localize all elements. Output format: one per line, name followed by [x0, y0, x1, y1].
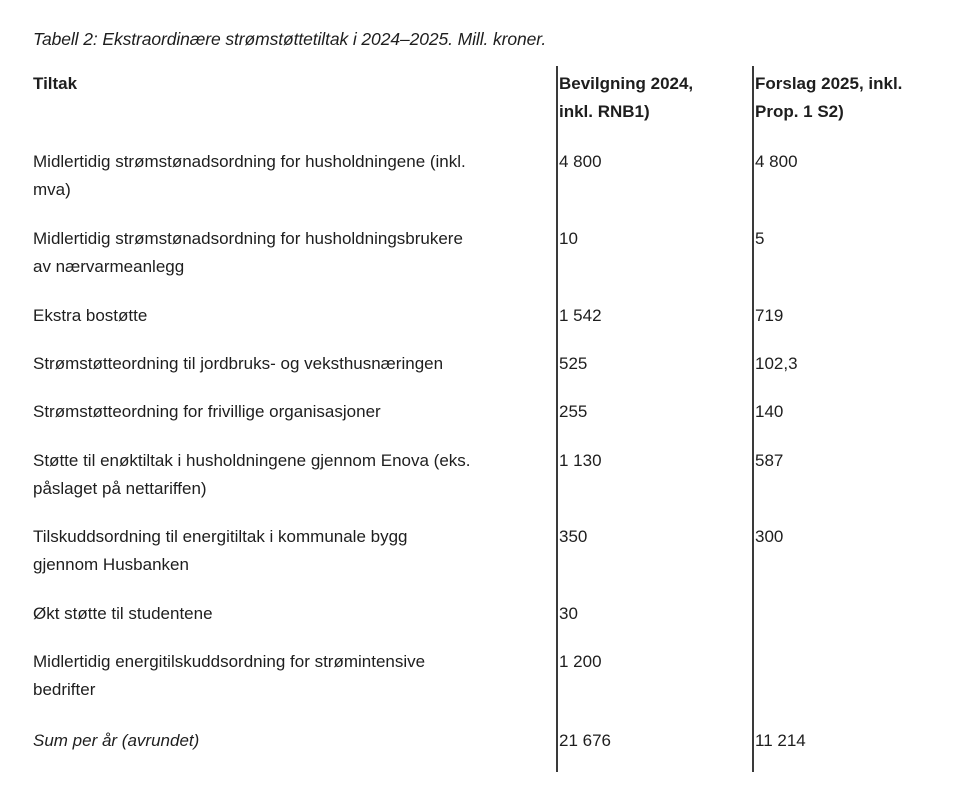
table-row-label — [33, 648, 555, 704]
table-row-label — [33, 225, 555, 281]
sum-2024: 21 676 — [559, 731, 611, 750]
table-caption: Tabell 2: Ekstraordinære strømstøttetiltak i 2024–2025. Mill. kroner. — [33, 29, 547, 49]
table-cell-2025: 5 — [755, 229, 765, 248]
table-cell-2024: 10 — [559, 229, 578, 248]
header-bevilgning-2024 — [559, 70, 747, 126]
table-cell-2024: 255 — [559, 402, 588, 421]
table-cell-2025: 300 — [755, 527, 784, 546]
label-line: påslaget på nettariffen) — [33, 479, 207, 498]
table-cell-2024: 350 — [559, 527, 588, 546]
column-divider — [752, 66, 754, 772]
label-line: gjennom Husbanken — [33, 555, 189, 574]
label-line: av nærvarmeanlegg — [33, 257, 185, 276]
header-line: Prop. 1 S2) — [755, 102, 844, 121]
label-line: Strømstøtteordning for frivillige organisasjoner — [33, 402, 381, 421]
label-line: Midlertidig energitilskuddsordning for strømintensive — [33, 652, 426, 671]
header-tiltak: Tiltak — [33, 74, 78, 93]
sum-2025: 11 214 — [755, 731, 806, 750]
table-cell-2024: 525 — [559, 354, 588, 373]
table-row-label — [33, 148, 555, 204]
header-line: Forslag 2025, inkl. — [755, 74, 903, 93]
table-row-label — [33, 350, 555, 378]
table-cell-2024: 1 542 — [559, 306, 602, 325]
table-cell-2025: 102,3 — [755, 354, 798, 373]
label-line: Midlertidig strømstønadsordning for husholdningene (inkl. — [33, 152, 466, 171]
table-row-label — [33, 600, 555, 628]
table-row-label — [33, 302, 555, 330]
table-cell-2024: 4 800 — [559, 152, 602, 171]
table-cell-2025: 587 — [755, 451, 784, 470]
column-divider — [556, 66, 558, 772]
table-cell-2025: 140 — [755, 402, 784, 421]
label-line: mva) — [33, 180, 71, 199]
label-line: bedrifter — [33, 680, 96, 699]
table-cell-2025: 4 800 — [755, 152, 798, 171]
table-row-label — [33, 398, 555, 426]
label-line: Tilskuddsordning til energitiltak i kommunale bygg — [33, 527, 408, 546]
label-line: Støtte til enøktiltak i husholdningene gjennom Enova (eks. — [33, 451, 471, 470]
table-cell-2024: 1 130 — [559, 451, 602, 470]
table-row-label — [33, 523, 555, 579]
table-cell-2025: 719 — [755, 306, 784, 325]
table-cell-2024: 1 200 — [559, 652, 602, 671]
label-line: Økt støtte til studentene — [33, 604, 213, 623]
sum-label: Sum per år (avrundet) — [33, 731, 200, 750]
table-row-label — [33, 447, 555, 503]
header-line: Bevilgning 2024, — [559, 74, 694, 93]
label-line: Midlertidig strømstønadsordning for husholdningsbrukere — [33, 229, 463, 248]
header-line: inkl. RNB1) — [559, 102, 650, 121]
label-line: Ekstra bostøtte — [33, 306, 148, 325]
header-forslag-2025 — [755, 70, 955, 126]
table-cell-2024: 30 — [559, 604, 578, 623]
label-line: Strømstøtteordning til jordbruks- og veksthusnæringen — [33, 354, 444, 373]
